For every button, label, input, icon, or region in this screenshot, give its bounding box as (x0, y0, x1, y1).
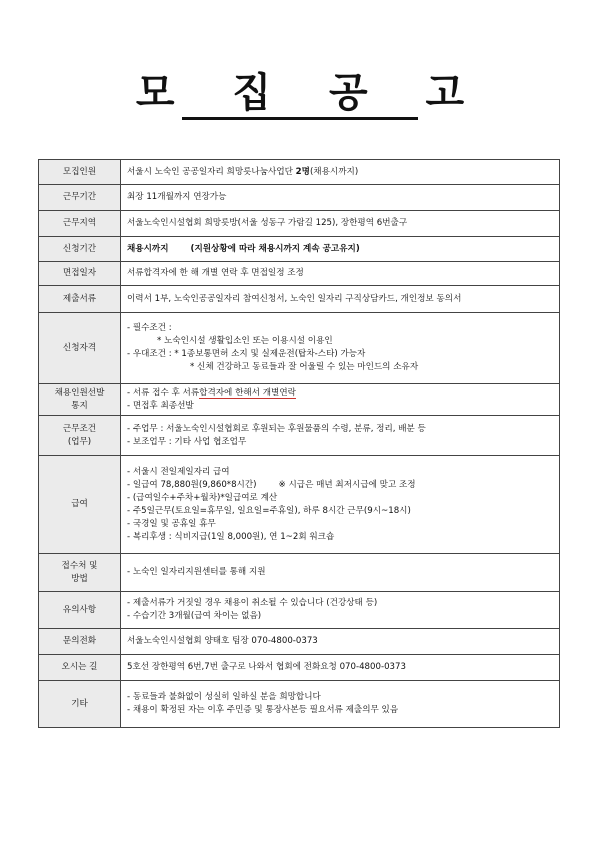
value-work-location: 서울노숙인시설협회 희망릇방(서울 성동구 가람길 125), 장한평역 6번출구 (121, 211, 560, 237)
other-line: - 채용이 확정된 자는 이후 주민증 및 통장사본등 필요서류 제출의무 있음 (127, 705, 399, 715)
label-application-method (39, 554, 121, 592)
label-contact: 문의전화 (39, 629, 121, 655)
label-selection-line: 채용인원선발 (54, 387, 105, 398)
value-directions: 5호선 장한평역 6번,7번 출구로 나와서 협회에 전화요청 070-4800-0373 (121, 655, 560, 681)
qualification-line: - 우대조건 : * 1종보통면허 소지 및 실제운전(탑차-스타) 가능자 (127, 349, 366, 359)
label-work-period: 근무기간 (39, 185, 121, 211)
label-recruit-count: 모집인원 (39, 160, 121, 185)
title-underline (182, 117, 418, 120)
row-notes (39, 592, 560, 629)
label-interview-date: 면접일자 (39, 262, 121, 286)
row-directions (39, 655, 560, 681)
value-other (121, 681, 560, 728)
label-work-conditions-line: 근무조건 (62, 423, 97, 434)
recruitment-table (38, 159, 560, 728)
work-condition-line: - 보조업무 : 기타 사업 협조업무 (127, 436, 247, 447)
value-selection-notice (121, 384, 560, 416)
note-line: - 제출서류가 거짓일 경우 채용이 취소될 수 있습니다 (건강상태 등) (127, 598, 378, 608)
salary-line: - 국경일 및 공휴일 휴무 (127, 518, 216, 529)
recruit-count-text: 서울시 노숙인 공공일자리 희망릇나눔사업단 (127, 166, 296, 177)
row-salary (39, 456, 560, 554)
row-documents (39, 286, 560, 313)
salary-line: - (급여일수+주차+월차)*일급여로 계산 (127, 492, 278, 503)
work-condition-line: - 주업무 : 서울노숙인시설협회로 후원되는 후원물품의 수령, 분류, 정리, 배분 등 (127, 423, 426, 434)
row-recruit-count (39, 160, 560, 185)
value-recruit-count (121, 160, 560, 185)
row-work-period (39, 185, 560, 211)
label-qualifications: 신청자격 (39, 313, 121, 384)
salary-note: ※ 시급은 매년 최저시급에 맞고 조정 (278, 479, 416, 490)
value-interview-date: 서류합격자에 한 해 개별 연락 후 면접일정 조정 (121, 262, 560, 286)
label-other: 기타 (39, 681, 121, 728)
qualification-line: * 노숙인시설 생활입소인 또는 이용시설 이용인 (157, 336, 333, 346)
label-application-line: 방법 (71, 573, 88, 584)
other-line: - 동료들과 불화없이 성실히 일하실 분을 희망합니다 (127, 692, 321, 702)
row-qualifications (39, 313, 560, 384)
label-selection-notice (39, 384, 121, 416)
selection-line (127, 387, 553, 400)
row-work-location (39, 211, 560, 237)
label-application-line: 접수처 및 (61, 560, 98, 571)
apply-period-note: (지원상황에 따라 채용시까지 계속 공고유지) (190, 243, 360, 254)
label-work-conditions (39, 416, 121, 456)
label-documents: 제출서류 (39, 286, 121, 313)
value-work-conditions (121, 416, 560, 456)
label-selection-line: 통지 (71, 400, 88, 411)
recruit-count-note: (채용시까지) (309, 166, 359, 177)
label-notes: 유의사항 (39, 592, 121, 629)
qualification-line: - 필수조건 : (127, 323, 172, 333)
row-apply-period (39, 237, 560, 262)
page-title: 모 집 공 고 (135, 70, 487, 116)
recruit-count-number: 2명 (295, 166, 310, 177)
row-selection-notice (39, 384, 560, 416)
value-salary (121, 456, 560, 554)
selection-line-part: - 서류 접수 후 서류 (127, 387, 200, 398)
value-application-method: - 노숙인 일자리지원센터를 통해 지원 (121, 554, 560, 592)
value-documents: 이력서 1부, 노숙인공공일자리 참여신청서, 노숙인 일자리 구직상담카드, 개인정보 동의서 (121, 286, 560, 313)
value-apply-period (121, 237, 560, 262)
selection-line: - 면접후 최종선발 (127, 400, 194, 411)
row-interview-date (39, 262, 560, 286)
row-work-conditions (39, 416, 560, 456)
label-work-conditions-line: (업무) (67, 436, 92, 447)
salary-line: - 서울시 전일제일자리 급여 (127, 466, 230, 477)
salary-daily: - 일급여 78,880원(9,860*8시간) (127, 479, 257, 490)
apply-period-main: 채용시까지 (127, 243, 169, 254)
label-work-location: 근무지역 (39, 211, 121, 237)
row-other (39, 681, 560, 728)
value-contact: 서울노숙인시설협회 양태호 팀장 070-4800-0373 (121, 629, 560, 655)
row-contact (39, 629, 560, 655)
qualification-line: * 신체 건강하고 동료들과 잘 어울릴 수 있는 마인드의 소유자 (190, 362, 419, 372)
row-application-method (39, 554, 560, 592)
selection-line-underlined: 합격자에 한해서 개별연락 (199, 387, 296, 398)
salary-line (127, 479, 553, 492)
value-notes (121, 592, 560, 629)
value-qualifications (121, 313, 560, 384)
label-salary: 급여 (39, 456, 121, 554)
label-directions: 오시는 길 (39, 655, 121, 681)
value-work-period: 최장 11개월까지 연장가능 (121, 185, 560, 211)
salary-line: - 주5일근무(토요일=휴무일, 일요일=주휴일), 하루 8시간 근무(9시~18시) (127, 505, 411, 516)
note-line: - 수습기간 3개월(급여 차이는 없음) (127, 611, 262, 621)
salary-line: - 복리후생 : 식비지급(1일 8,000원), 연 1~2회 워크숍 (127, 531, 335, 542)
label-apply-period: 신청기간 (39, 237, 121, 262)
